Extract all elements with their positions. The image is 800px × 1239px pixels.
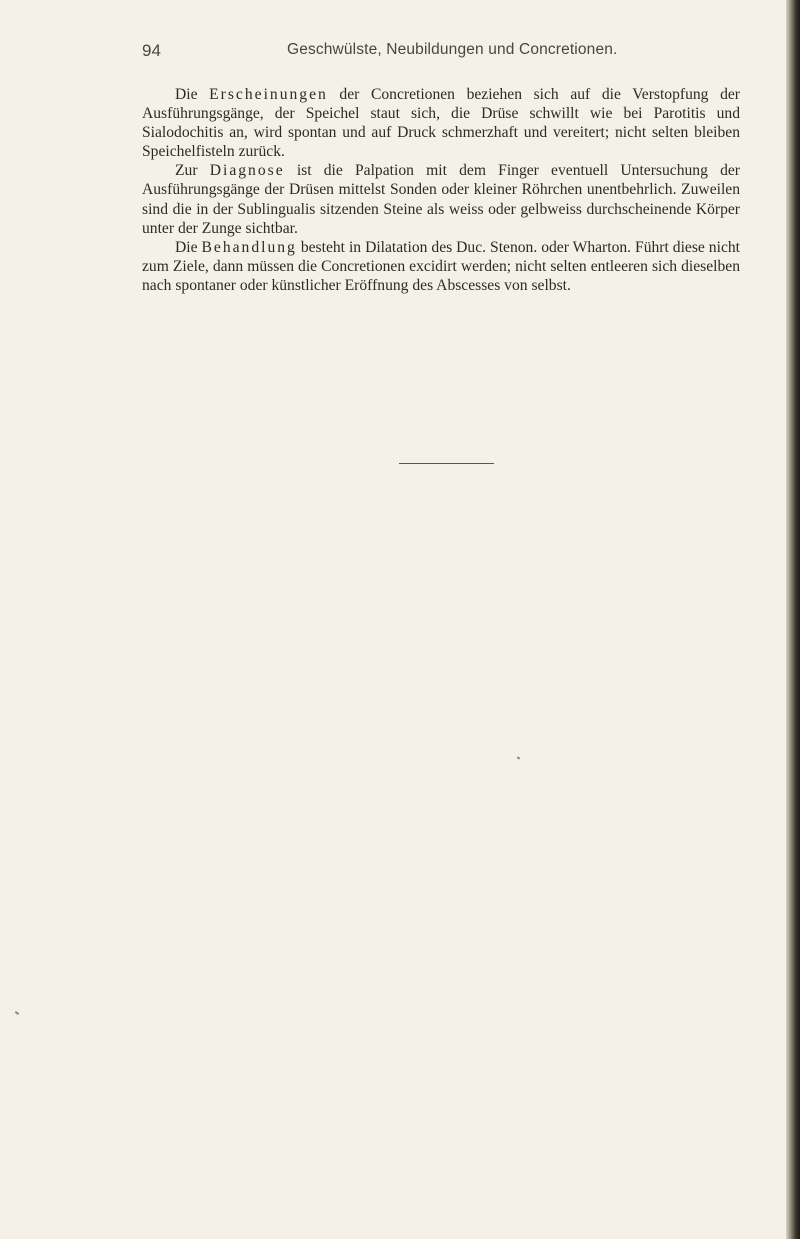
running-header <box>142 41 742 65</box>
paragraph-lead: Die <box>175 238 202 256</box>
paragraph-erscheinungen <box>142 85 740 161</box>
paragraph-lead: Zur <box>175 162 210 180</box>
page-number: 94 <box>142 41 161 60</box>
spaced-term-behandlung: Behandlung <box>201 238 297 256</box>
section-divider <box>399 463 494 464</box>
paragraph-text: besteht in Dilatation des Duc. Stenon. oder Wharton. Führt diese nicht zum Ziele, dann müssen die Concretionen excidirt werden; nicht selten entleeren sich dieselben nach spontaner oder künstlicher Eröffnung des Abscesses von selbst. <box>142 238 740 294</box>
page-edge <box>786 0 800 1239</box>
paragraph-lead: Die <box>175 86 210 103</box>
body-text <box>142 85 740 295</box>
spaced-term-diagnose: Diagnose <box>209 162 285 180</box>
paper-fleck <box>15 1011 19 1015</box>
paper-fleck <box>517 756 521 759</box>
paragraph-text: ist die Palpation mit dem Finger eventuell Untersuchung der Ausführungsgänge der Drüsen mittelst Sonden oder kleiner Röhrchen unentbehrlich. Zuweilen sind die in der Sublingualis sitzenden Steine als weiss oder gelbweiss durchscheinende Körper unter der Zunge sichtbar. <box>142 162 740 237</box>
paragraph-behandlung <box>142 238 740 295</box>
paragraph-diagnose <box>142 161 740 237</box>
running-title: Geschwülste, Neubildungen und Concretionen. <box>287 41 618 58</box>
spaced-term-erscheinungen: Erscheinungen <box>209 86 328 103</box>
paragraph-text: der Concretionen beziehen sich auf die Verstopfung der Ausführungsgänge, der Speichel staut sich, die Drüse schwillt wie bei Parotitis und Sialodochitis an, wird spontan und auf Druck schmerzhaft und vereitert; nicht selten bleiben Speichelfisteln zurück. <box>142 86 740 161</box>
